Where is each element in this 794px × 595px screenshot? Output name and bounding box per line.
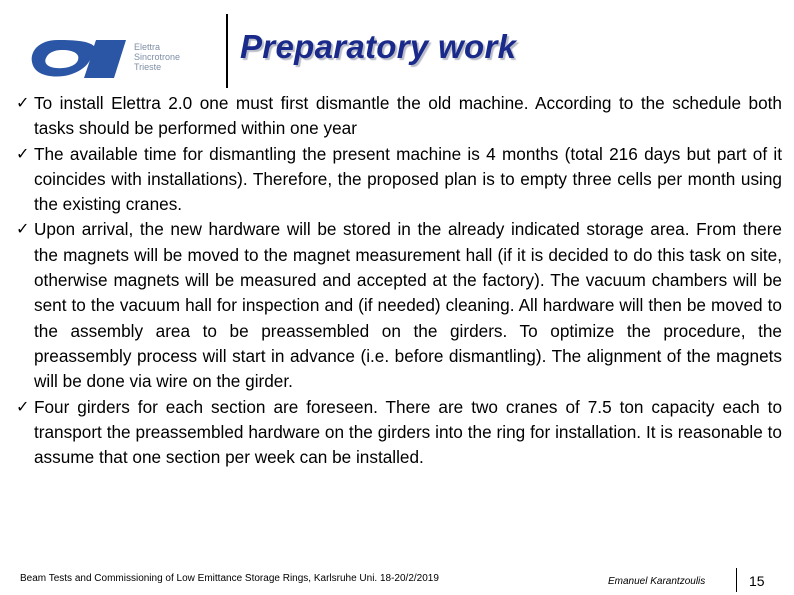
logo-line-3: Trieste: [134, 62, 162, 72]
check-icon: ✓: [16, 145, 30, 163]
page-number: 15: [749, 573, 765, 589]
check-icon: ✓: [16, 221, 30, 239]
bullet-list: [16, 91, 782, 470]
bullet-item: [16, 142, 782, 218]
bullet-item: [16, 395, 782, 471]
check-icon: ✓: [16, 398, 30, 416]
bullet-item: [16, 91, 782, 142]
bullet-text: The available time for dismantling the present machine is 4 months (total 216 days but part of it coincides with installations). Therefore, the proposed plan is to empty three cells per month using the existing cranes.: [34, 143, 782, 215]
bullet-text: Four girders for each section are foreseen. There are two cranes of 7.5 ton capacity each to transport the preassembled hardware on the girders into the ring for installation. It is reasonable to assume that one section per week can be installed.: [34, 396, 782, 468]
bullet-item: [16, 217, 782, 394]
page-title: Preparatory work: [240, 28, 517, 65]
elettra-logo-icon: [28, 32, 218, 84]
bullet-text: Upon arrival, the new hardware will be stored in the already indicated storage area. From there the magnets will be moved to the magnet measurement hall (if it is decided to do this task on site, otherwise magnets will be measured and accepted at the factory). The vacuum chambers will be sent to the vacuum hall for inspection and (if needed) cleaning. All hardware will then be moved to the assembly area to be preassembled on the girders. To optimize the procedure, the preassembly process will start in advance (i.e. before dismantling). The alignment of the magnets will be done via wire on the girder.: [34, 219, 782, 392]
footer-author: Emanuel Karantzoulis: [608, 576, 706, 587]
logo-line-1: Elettra: [134, 42, 161, 52]
logo-line-2: Sincrotrone: [134, 52, 181, 62]
header-divider: [226, 14, 228, 88]
footer-divider: [736, 568, 737, 592]
check-icon: ✓: [16, 95, 30, 112]
logo-text: [134, 42, 180, 72]
bullet-text: To install Elettra 2.0 one must first dismantle the old machine. According to the schedule both tasks should be performed within one year: [34, 93, 782, 139]
footer-event: Beam Tests and Commissioning of Low Emittance Storage Rings, Karlsruhe Uni. 18-20/2/2019: [20, 573, 439, 584]
